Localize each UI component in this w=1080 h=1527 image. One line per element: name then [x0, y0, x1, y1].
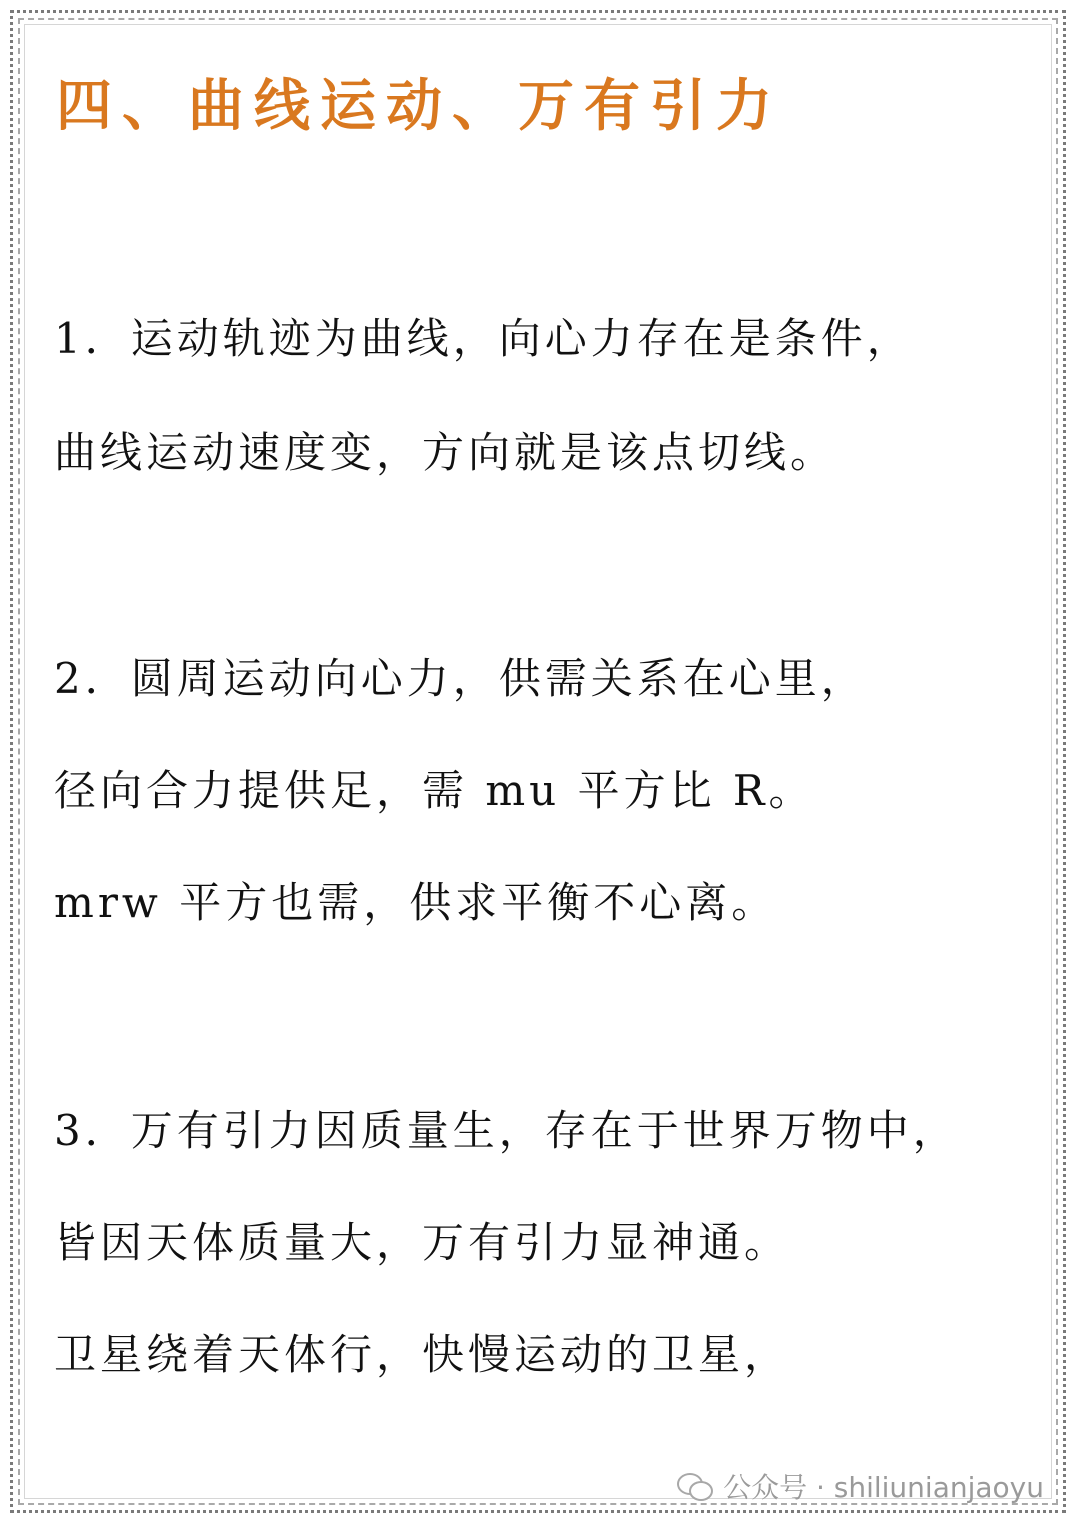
section-3-line-3: 卫星绕着天体行，快慢运动的卫星，: [54, 1330, 791, 1379]
decorative-border-core: [24, 24, 1052, 1499]
section-2-line-1: 2．圆周运动向心力，供需关系在心里，: [54, 654, 867, 703]
section-3-line-1: 3．万有引力因质量生，存在于世界万物中，: [54, 1106, 959, 1155]
wechat-icon: [677, 1471, 713, 1501]
section-3-line-2: 皆因天体质量大，万有引力显神通。: [54, 1218, 791, 1267]
section-1-line-1: 1．运动轨迹为曲线，向心力存在是条件，: [54, 314, 913, 363]
page-title: 四、曲线运动、万有引力: [56, 73, 782, 139]
section-2-line-3: mrw 平方也需，供求平衡不心离。: [54, 878, 778, 927]
watermark-text: 公众号 · shiliunianjaoyu: [723, 1471, 1044, 1504]
section-1-line-2: 曲线运动速度变，方向就是该点切线。: [54, 428, 837, 477]
watermark-footer: [677, 1466, 1044, 1506]
section-2-line-2: 径向合力提供足，需 mu 平方比 R。: [54, 766, 815, 815]
